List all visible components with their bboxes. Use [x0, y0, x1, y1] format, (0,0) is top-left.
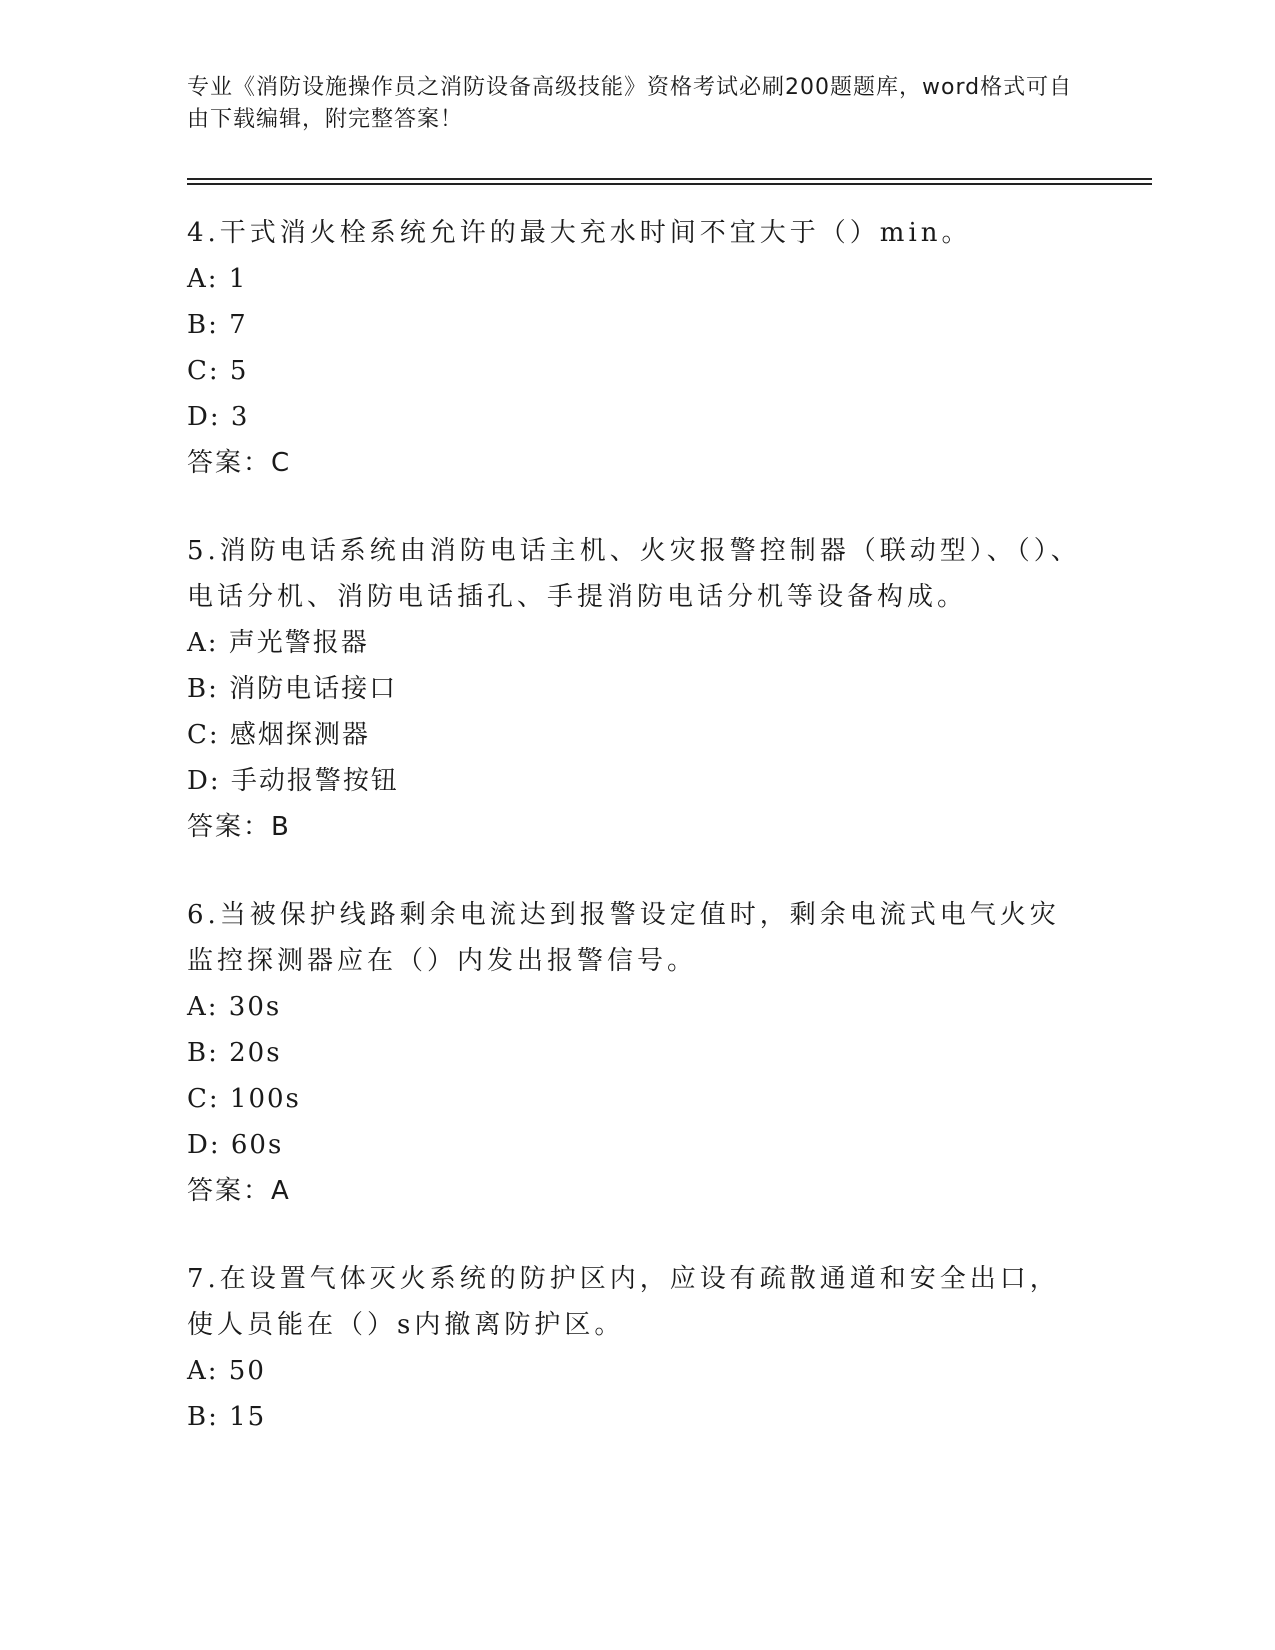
header-divider-bottom [187, 183, 1152, 185]
answer-line: 答案：B [187, 812, 291, 842]
option-c: C: 5 [187, 356, 249, 386]
option-a: A: 1 [187, 264, 248, 294]
option-c: C: 感烟探测器 [187, 720, 370, 750]
question-stem: 4.干式消火栓系统允许的最大充水时间不宜大于（）min。 [187, 218, 972, 248]
question-5 [187, 528, 1087, 850]
option-b: B: 7 [187, 310, 248, 340]
option-a: A: 30s [187, 992, 282, 1022]
header-divider-top [187, 178, 1152, 180]
question-4 [187, 210, 1087, 486]
answer-line: 答案：C [187, 448, 292, 478]
option-d: D: 手动报警按钮 [187, 766, 399, 796]
option-c: C: 100s [187, 1084, 301, 1114]
question-stem: 5.消防电话系统由消防电话主机、火灾报警控制器（联动型）、（）、电话分机、消防电话插孔、手提消防电话分机等设备构成。 [187, 536, 1081, 612]
option-d: D: 60s [187, 1130, 284, 1160]
option-b: B: 20s [187, 1038, 282, 1068]
question-stem: 6.当被保护线路剩余电流达到报警设定值时，剩余电流式电气火灾监控探测器应在（）内发出报警信号。 [187, 900, 1060, 976]
option-b: B: 15 [187, 1402, 267, 1432]
answer-line: 答案：A [187, 1176, 291, 1206]
option-a: A: 50 [187, 1356, 266, 1386]
option-b: B: 消防电话接口 [187, 674, 398, 704]
question-stem: 7.在设置气体灭火系统的防护区内，应设有疏散通道和安全出口，使人员能在（）s内撤离防护区。 [187, 1264, 1060, 1340]
option-a: A: 声光警报器 [187, 628, 369, 658]
option-d: D: 3 [187, 402, 250, 432]
question-6 [187, 892, 1087, 1214]
question-list [187, 210, 1087, 1482]
document-header: 专业《消防设施操作员之消防设备高级技能》资格考试必刷200题题库，word格式可自由下载编辑，附完整答案！ [187, 75, 1073, 132]
question-7 [187, 1256, 1087, 1440]
